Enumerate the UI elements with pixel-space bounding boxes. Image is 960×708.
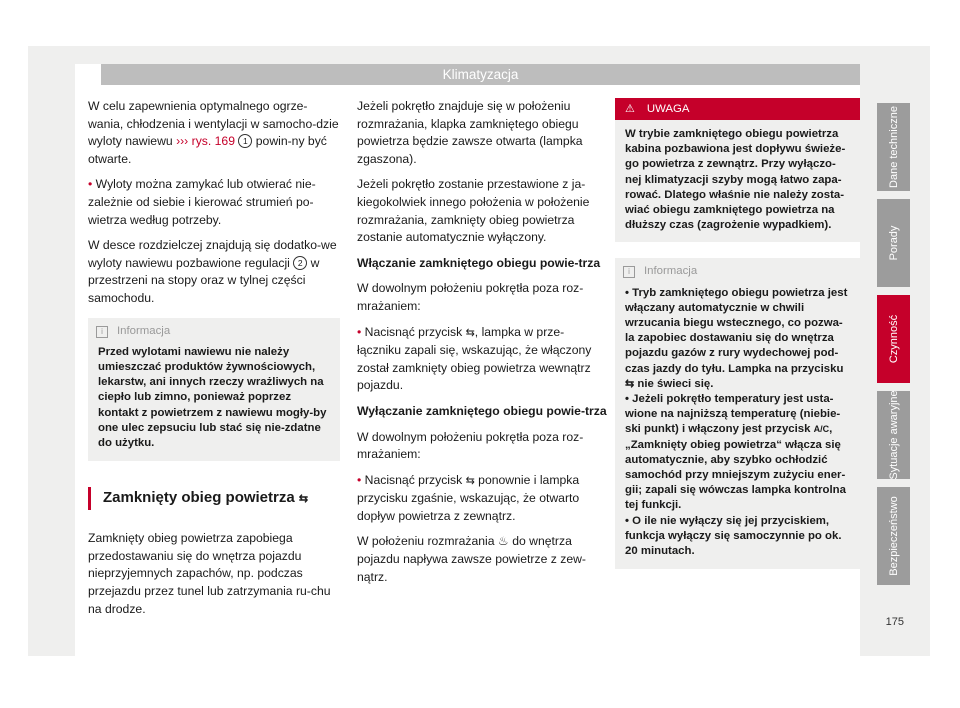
info-box bbox=[615, 258, 860, 569]
paragraph: W desce rozdzielczej znajdują się dodatko-we wyloty nawiewu pozbawione regulacji 2 w przestrzeni na stopy oraz w tylnej części samochodu. bbox=[88, 238, 337, 305]
paragraph: W celu zapewnienia optymalnego ogrze-wania, chłodzenia i wentylacji w samocho-dzie wyloty nawiewu ››› rys. 169 1 powin-ny być otwarte. bbox=[88, 99, 339, 166]
warning-text: W trybie zamkniętego obiegu powietrza kabina pozbawiona jest dopływu świeże-go powietrza z zewnątrz. Przy wyłączo-nej klimatyzacji szyby mogą łatwo zapa-rować. Dlatego właśnie nie należy zosta-wiać obiegu zamkniętego powietrza na dłuższy czas (zagrożenie wypadkiem). bbox=[625, 128, 846, 232]
page-title: Klimatyzacja bbox=[101, 64, 860, 85]
info-text bbox=[615, 284, 860, 570]
bullet-item: • Nacisnąć przycisk ⇆, lampka w prze-łączniku zapali się, wskazując, że włączony został zamknięty obieg powietrza wewnątrz pojazdu. bbox=[357, 324, 592, 393]
tab-czynnosc[interactable] bbox=[877, 295, 910, 383]
tab-bezpieczenstwo[interactable] bbox=[877, 487, 910, 585]
recirculation-icon: ⇆ bbox=[465, 326, 475, 339]
page-number: 175 bbox=[885, 616, 904, 628]
tab-label: Sytuacje awaryjne bbox=[887, 390, 900, 480]
warning-header: ⚠ UWAGA bbox=[615, 98, 860, 120]
section-title: Zamknięty obieg powietrza ⇆ bbox=[88, 487, 340, 510]
bullet-icon: • bbox=[625, 286, 629, 299]
column-2 bbox=[357, 98, 607, 594]
info-box bbox=[88, 318, 340, 462]
tab-label: Dane techniczne bbox=[887, 106, 900, 188]
info-icon: i bbox=[96, 326, 108, 338]
column-3 bbox=[615, 98, 860, 569]
recirculation-icon: ⇆ bbox=[465, 474, 475, 487]
tab-sytuacje-awaryjne[interactable] bbox=[877, 391, 910, 479]
bullet-icon: • bbox=[625, 393, 629, 406]
tab-label: Porady bbox=[887, 225, 900, 261]
paragraph: W położeniu rozmrażania ♨ do wnętrza pojazdu napływa zawsze powietrze z zew-nątrz. bbox=[357, 534, 586, 584]
subheading: Wyłączanie zamkniętego obiegu powie-trza bbox=[357, 403, 607, 418]
subheading: Włączanie zamkniętego obiegu powie-trza bbox=[357, 255, 601, 270]
ac-button-label: A/C bbox=[813, 424, 830, 435]
paragraph: Jeżeli pokrętło znajduje się w położeniu rozmrażania, klapka zamkniętego obiegu powietrza będzie zawsze otwarta (lampka zgaszona). bbox=[357, 99, 583, 166]
tab-dane-techniczne[interactable] bbox=[877, 103, 910, 191]
column-1 bbox=[88, 98, 340, 626]
recirculation-icon: ⇆ bbox=[298, 493, 309, 506]
defrost-icon: ♨ bbox=[497, 534, 509, 549]
warning-icon: ⚠ bbox=[625, 103, 635, 115]
tab-porady[interactable] bbox=[877, 199, 910, 287]
reference-arrow[interactable]: ››› bbox=[176, 134, 189, 149]
bullet-icon: • bbox=[88, 177, 93, 192]
bullet-icon: • bbox=[357, 324, 362, 339]
bullet-item: • Nacisnąć przycisk ⇆ ponownie i lampka przycisku zgaśnie, wskazując, że otwarto dopływ powietrza z zewnątrz. bbox=[357, 472, 580, 523]
figure-reference-link[interactable]: rys. 169 bbox=[188, 134, 235, 149]
bullet-icon: • bbox=[357, 472, 362, 487]
recirculation-icon: ⇆ bbox=[625, 377, 635, 390]
bullet-item: • Wyloty można zamykać lub otwierać nie-zależnie od siebie i kierować strumień po-wietrza według potrzeby. bbox=[88, 177, 316, 227]
info-icon: i bbox=[623, 266, 635, 278]
paragraph: W dowolnym położeniu pokrętła poza roz-mrażaniem: bbox=[357, 281, 584, 313]
warning-box bbox=[615, 98, 860, 242]
info-text: Przed wylotami nawiewu nie należy umieszczać produktów żywnościowych, lekarstw, ani innych rzeczy wrażliwych na ciepło lub zimno, ponieważ poprzez kontakt z powietrzem z nawiewu mogły-by one ulec zepsuciu lub stać się nie-zdatne do użytku. bbox=[98, 345, 327, 449]
tab-label: Bezpieczeństwo bbox=[887, 496, 900, 576]
info-header: i Informacja bbox=[88, 318, 340, 343]
bullet-item: • O ile nie wyłączy się jej przyciskiem, funkcja wyłączy się samoczynnie po ok. 20 minutach. bbox=[625, 514, 842, 558]
bullet-item: • Tryb zamkniętego obiegu powietrza jest włączany automatycznie w chwili wrzucania biegu wstecznego, co pozwa-la zapobiec dostawaniu się do wnętrza pojazdu gazów z rury wydechowej pod-czas jazdy do tyłu. Lampka na przycisku ⇆ nie świeci się. bbox=[625, 286, 850, 392]
paragraph: Zamknięty obieg powietrza zapobiega przedostawaniu się do wnętrza pojazdu nieprzyjemnych zapachów, np. podczas przejazdu przez tunel lub zatrzymania ru-chu na drodze. bbox=[88, 531, 331, 616]
info-header: i Informacja bbox=[615, 258, 860, 283]
paragraph: Jeżeli pokrętło zostanie przestawione z ja-kiegokolwiek innego położenia w położenie rozmrażania, zamknięty obieg powietrza zostanie automatycznie wyłączony. bbox=[357, 177, 590, 245]
bullet-item: • Jeżeli pokrętło temperatury jest usta-wione na najniższą temperaturę (niebie-ski punkt) i włączony jest przycisk A/C, „Zamknięty obieg powietrza“ włącza się automatycznie, aby szybko ochłodzić samochód przy mniejszym zużyciu ener-gii; zapali się wówczas lampka kontrolna tej funkcji. bbox=[625, 393, 846, 512]
tab-label: Czynność bbox=[887, 314, 900, 364]
callout-number: 2 bbox=[293, 256, 307, 270]
paragraph: W dowolnym położeniu pokrętła poza roz-mrażaniem: bbox=[357, 429, 584, 462]
callout-number: 1 bbox=[238, 134, 252, 148]
bullet-icon: • bbox=[625, 514, 629, 527]
